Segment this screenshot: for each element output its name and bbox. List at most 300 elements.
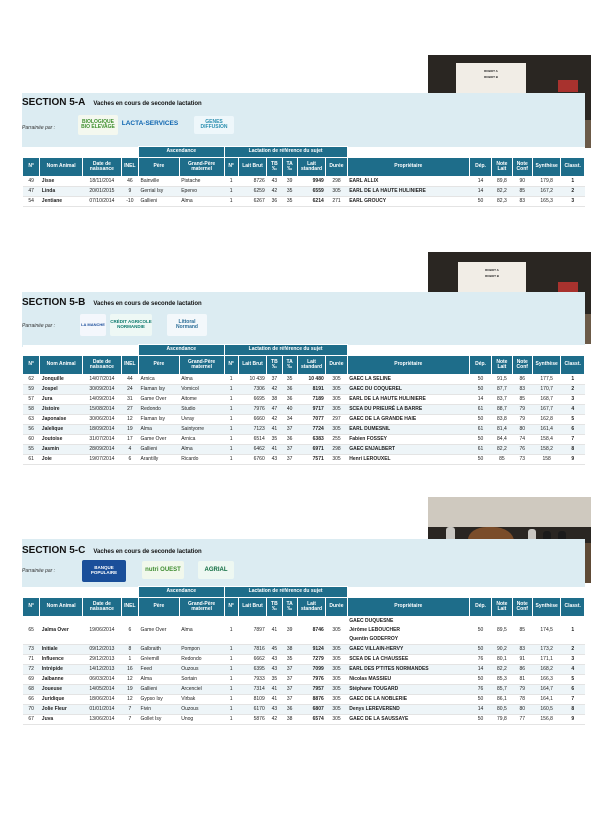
cell-synthese: 162,8 [532,415,561,425]
cell-lait-n: 1 [224,665,238,675]
cell-duree: 305 [326,685,347,695]
cell-note-conf: 85 [512,395,532,405]
results-table: Ascendance Lactation de référence du sujet N° Nom Animal Date de naissance INEL Père Grand-Père maternel N° Lait Brut TB ‰ TA ‰ Lait standard Durée Propriétaire Dép. Note Lait Note Conf Synthèse Classt. 62 Jonquille 14/07/2014 44 Arnica Alma 1 10 439 37 35 10 480 305 GAEC LA SELINE 50 91,5 86 177,5 1 59 Jospel 30/09/2014 24 Flaman Isy Vomicol 1 7306 42 36 8191 305 GAEC DU COQUEREL 50 87,7 83 170,7 2 57 Jura 14/09/2014 31 Game Over Aitome 1 6695 38 36 7189 305 EARL DE LA HAUTE HULINIERE 14 83,7 85 168,7 3 58 Jistoire 15/08/2014 27 Redondo Studio 1 7976 47 40 9717 305 SCEA DU PRIEURÉ LA BARRE 61 88,7 79 167,7 4 63 Japonaise 30/06/2014 12 Flaman Isy Uvray 1 6660 42 34 7077 297 GAEC DE LA GRANDE HAIE 50 83,8 79 162,8 5 56 Jalelique 18/09/2014 19 Alma Saintyorre 1 7123 41 37 7724 305 EARL DUMESNIL 61 81,4 80 161,4 6 60 Joutoise 31/07/2014 17 Game Over Arnica 1 6514 35 36 6383 255 Fabien FOSSEY 50 84,4 74 158,4 7 55 Jasmin 28/09/2014 4 Gallieni Alma 1 6462 41 37 6971 298 GAEC ENJALBERT 61 82,2 76 158,2 8 61 Joie 19/07/2014 6 Arantilly Ricardo 1 6760 43 37 7571 305 Henri LEROUXEL 50 85 73 158 9 [22,344,585,465]
cell-lait-n: 1 [224,405,238,415]
cell-inel: 1 [121,655,138,665]
cell-n: 49 [23,177,40,187]
cell-note-conf: 90 [512,177,532,187]
cell-nom: Jura [40,395,83,405]
cell-lait-n: 1 [224,425,238,435]
cell-note-conf: 85 [512,617,532,645]
cell-tb: 41 [267,695,282,705]
cell-date: 18/09/2014 [83,425,122,435]
cell-date: 31/07/2014 [83,435,122,445]
cell-synthese: 156,8 [532,715,561,725]
cell-proprietaire: EARL ALLIX [347,177,469,187]
cell-proprietaire: EARL DES P'TITES NORMANDES [347,665,469,675]
cell-dep: 50 [469,435,491,445]
cell-synthese: 170,7 [532,385,561,395]
cell-date: 19/06/2014 [83,617,122,645]
cell-nom: Jalelique [40,425,83,435]
table-row [23,177,585,187]
cell-classt: 2 [561,645,585,655]
cell-duree: 305 [326,617,347,645]
cell-classt: 7 [561,695,585,705]
ring-photo-a: ROBOT A ROBOT B [428,55,591,148]
cell-lait-brut: 7314 [238,685,267,695]
cell-nom: Jistoire [40,405,83,415]
cell-note-lait: 91,5 [492,375,512,385]
cell-inel: 6 [121,455,138,465]
cell-classt: 7 [561,435,585,445]
cell-note-lait: 82,2 [492,665,512,675]
results-table: Ascendance Lactation de référence du sujet N° Nom Animal Date de naissance INEL Père Grand-Père maternel N° Lait Brut TB ‰ TA ‰ Lait standard Durée Propriétaire Dép. Note Lait Note Conf Synthèse Classt. 65 Jalma Over 19/06/2014 6 Game Over Alma 1 7897 41 39 8746 305 GAEC DUQUESNE Jérôme LEBOUCHER Quentin GODEFROY 50 89,5 85 174,5 1 73 Initiale 09/12/2013 8 Galbraith Pompon 1 7816 45 38 9124 305 GAEC VILLAIN-HERVY 50 90,2 83 173,2 2 71 Influence 29/12/2013 1 Gréemill Redondo 1 6662 43 35 7279 305 SCEA DE LA CHAUSSEE 76 80,1 91 171,1 3 72 Intrépide 14/12/2013 16 Feed Ouzous 1 6395 43 37 7099 305 EARL DES P'TITES NORMANDES 14 82,2 86 168,2 4 69 Jalbanne 06/03/2014 12 Alma Sortain 1 7933 35 37 7976 305 Nicolas MASSIEU 50 85,3 81 166,3 5 68 Joueuse 14/05/2014 19 Gallieni Arcenciel 1 7314 41 37 7957 305 Stéphane TOUGARD 76 85,7 79 164,7 6 66 Juridique 18/06/2014 12 Gypso Isy Virbak 1 8109 41 37 8876 305 GAEC DE LA NOBLERIE 50 86,1 78 164,1 7 70 Jolie Fleur 01/01/2014 7 Fivin Ouzous 1 6170 43 36 6807 305 Denys LEREVEREND 14 80,5 80 160,5 8 67 Juva 13/06/2014 7 Gollet Isy Unog 1 5876 42 38 6574 305 GAEC DE LA SAUSSAYE 50 79,8 77 156,8 9 [22,586,585,725]
cell-nom: Jonquille [40,375,83,385]
cell-lait-brut: 6462 [238,445,267,455]
cell-lait-n: 1 [224,197,238,207]
cell-gpm: Ricardo [179,455,224,465]
cell-gpm: Alma [179,445,224,455]
cell-classt: 1 [561,375,585,385]
cell-note-conf: 80 [512,705,532,715]
cell-note-lait: 79,8 [492,715,512,725]
cell-note-conf: 79 [512,415,532,425]
cell-proprietaire: EARL DE LA HAUTE HULINIERE [347,187,469,197]
cell-proprietaire: Henri LEROUXEL [347,455,469,465]
cell-duree: 305 [326,645,347,655]
cell-pere: Redondo [139,405,180,415]
cell-duree: 298 [326,445,347,455]
cell-tb: 42 [267,187,282,197]
cell-note-lait: 80,5 [492,705,512,715]
cell-n: 63 [23,415,40,425]
cell-lait-n: 1 [224,177,238,187]
cell-note-conf: 81 [512,675,532,685]
cell-note-conf: 83 [512,645,532,655]
cell-lait-std: 9949 [297,177,326,187]
cell-note-conf: 91 [512,655,532,665]
cell-gpm: Virbak [179,695,224,705]
sponsor-logo: CRÉDIT AGRICOLE NORMANDIE [110,314,152,336]
cell-tp: 34 [282,415,297,425]
cell-lait-std: 7189 [297,395,326,405]
cell-n: 59 [23,385,40,395]
cell-duree: 298 [326,177,347,187]
cell-lait-brut: 6660 [238,415,267,425]
cell-classt: 5 [561,675,585,685]
cell-note-conf: 85 [512,187,532,197]
cell-tb: 36 [267,197,282,207]
cell-proprietaire: GAEC DUQUESNE Jérôme LEBOUCHER Quentin GODEFROY [347,617,469,645]
cell-tp: 37 [282,695,297,705]
cell-lait-n: 1 [224,715,238,725]
cell-pere: Bainville [139,177,180,187]
cell-proprietaire: GAEC ENJALBERT [347,445,469,455]
cell-note-lait: 81,4 [492,425,512,435]
cell-duree: 305 [326,405,347,415]
cell-classt: 8 [561,445,585,455]
cell-duree: 305 [326,395,347,405]
cell-inel: 24 [121,385,138,395]
sponsor-logo: AGRIAL [198,561,234,579]
cell-n: 71 [23,655,40,665]
cell-date: 15/08/2014 [83,405,122,415]
cell-tb: 35 [267,675,282,685]
cell-tp: 40 [282,405,297,415]
cell-inel: 7 [121,705,138,715]
table-row [23,395,585,405]
cell-lait-n: 1 [224,375,238,385]
cell-nom: Joie [40,455,83,465]
cell-inel: 46 [121,177,138,187]
cell-lait-brut: 7123 [238,425,267,435]
cell-lait-n: 1 [224,445,238,455]
cell-note-lait: 85,7 [492,685,512,695]
cell-dep: 50 [469,415,491,425]
cell-synthese: 168,2 [532,665,561,675]
cell-synthese: 158,4 [532,435,561,445]
cell-tb: 35 [267,435,282,445]
cell-lait-brut: 6695 [238,395,267,405]
section-5b [22,252,585,472]
cell-lait-n: 1 [224,455,238,465]
cell-tb: 43 [267,665,282,675]
cell-synthese: 165,3 [532,197,561,207]
cell-gpm: Alma [179,197,224,207]
table-row [23,425,585,435]
cell-dep: 50 [469,455,491,465]
cell-note-lait: 82,3 [492,197,512,207]
cell-lait-brut: 6760 [238,455,267,465]
cell-proprietaire: GAEC DE LA NOBLERIE [347,695,469,705]
cell-inel: 6 [121,617,138,645]
cell-pere: Game Over [139,617,180,645]
cell-n: 65 [23,617,40,645]
cell-date: 01/01/2014 [83,705,122,715]
cell-pere: Game Over [139,435,180,445]
cell-note-conf: 79 [512,405,532,415]
cell-lait-n: 1 [224,617,238,645]
cell-dep: 50 [469,645,491,655]
cell-duree: 305 [326,655,347,665]
table-row [23,415,585,425]
cell-lait-brut: 7897 [238,617,267,645]
table-row [23,187,585,197]
cell-lait-n: 1 [224,415,238,425]
cell-inel: 19 [121,685,138,695]
cell-duree: 305 [326,385,347,395]
cell-pere: Feed [139,665,180,675]
cell-lait-std: 10 480 [297,375,326,385]
cell-proprietaire: SCEA DU PRIEURÉ LA BARRE [347,405,469,415]
cell-date: 18/11/2014 [83,177,122,187]
cell-lait-brut: 7816 [238,645,267,655]
cell-date: 19/07/2014 [83,455,122,465]
cell-nom: Influence [40,655,83,665]
cell-pere: Gréemill [139,655,180,665]
cell-synthese: 166,3 [532,675,561,685]
cell-n: 72 [23,665,40,675]
cell-synthese: 171,1 [532,655,561,665]
cell-nom: Jalma Over [40,617,83,645]
cell-classt: 4 [561,405,585,415]
cell-note-lait: 89,5 [492,617,512,645]
cell-dep: 50 [469,715,491,725]
cell-note-conf: 86 [512,375,532,385]
cell-inel: 27 [121,405,138,415]
cell-dep: 50 [469,385,491,395]
cell-gpm: Epervo [179,187,224,197]
cell-pere: Arantilly [139,455,180,465]
table-row [23,375,585,385]
cell-proprietaire: Nicolas MASSIEU [347,675,469,685]
cell-synthese: 167,2 [532,187,561,197]
table-row [23,695,585,705]
cell-lait-brut: 7933 [238,675,267,685]
cell-nom: Jentiane [40,197,83,207]
cell-lait-brut: 10 439 [238,375,267,385]
cell-pere: Alma [139,675,180,685]
cell-tb: 41 [267,425,282,435]
cell-dep: 14 [469,187,491,197]
cell-dep: 50 [469,375,491,385]
cell-gpm: Unog [179,715,224,725]
cell-note-lait: 85,3 [492,675,512,685]
cell-n: 73 [23,645,40,655]
cell-pere: Flaman Isy [139,415,180,425]
cell-dep: 50 [469,695,491,705]
cell-date: 14/05/2014 [83,685,122,695]
cell-gpm: Alma [179,617,224,645]
cell-dep: 50 [469,197,491,207]
cell-proprietaire: Fabien FOSSEY [347,435,469,445]
cell-dep: 14 [469,177,491,187]
cell-classt: 8 [561,705,585,715]
sponsor-logo: LACTA-SERVICES [121,120,179,128]
cell-n: 54 [23,197,40,207]
cell-tb: 45 [267,645,282,655]
cell-synthese: 158 [532,455,561,465]
cell-note-conf: 73 [512,455,532,465]
cell-dep: 50 [469,617,491,645]
cell-pere: Gallieni [139,197,180,207]
cell-gpm: Studio [179,405,224,415]
cell-nom: Jolie Fleur [40,705,83,715]
cell-date: 09/12/2013 [83,645,122,655]
cell-n: 70 [23,705,40,715]
cell-lait-n: 1 [224,675,238,685]
cell-nom: Linda [40,187,83,197]
table-row [23,405,585,415]
cell-synthese: 160,5 [532,705,561,715]
cell-lait-n: 1 [224,395,238,405]
sponsor-logo: GENES DIFFUSION [194,116,234,134]
cell-tb: 43 [267,455,282,465]
results-table: Ascendance Lactation de référence du sujet N° Nom Animal Date de naissance INEL Père Grand-Père maternel N° Lait Brut TB ‰ TA ‰ Lait standard Durée Propriétaire Dép. Note Lait Note Conf Synthèse Classt. 49 Jisse 18/11/2014 46 Bainville Pistache 1 8726 43 39 9949 298 EARL ALLIX 14 89,8 90 179,8 1 47 Linda 20/01/2015 9 Gerrial Isy Epervo 1 6259 42 35 6559 305 EARL DE LA HAUTE HULINIERE 14 82,2 85 167,2 2 54 Jentiane 07/10/2014 -10 Gallieni Alma 1 6267 36 35 6214 271 EARL GROUCY 50 82,3 83 165,3 3 [22,146,585,207]
cell-synthese: 179,8 [532,177,561,187]
cell-dep: 61 [469,445,491,455]
cell-gpm: Sortain [179,675,224,685]
cell-nom: Intrépide [40,665,83,675]
section-title: SECTION 5-C Vaches en cours de seconde lactation [22,545,202,556]
cell-nom: Jasmin [40,445,83,455]
ring-photo-b: ROBOT A ROBOT B [428,252,591,344]
cell-gpm: Arnica [179,435,224,445]
cell-classt: 2 [561,187,585,197]
cell-dep: 61 [469,425,491,435]
cell-pere: Gypso Isy [139,695,180,705]
cell-lait-n: 1 [224,187,238,197]
cell-inel: 8 [121,645,138,655]
cell-lait-std: 7976 [297,675,326,685]
cell-synthese: 164,7 [532,685,561,695]
table-row [23,665,585,675]
cell-date: 28/09/2014 [83,445,122,455]
cell-note-conf: 74 [512,435,532,445]
cell-lait-n: 1 [224,435,238,445]
cell-classt: 9 [561,715,585,725]
cell-tp: 36 [282,385,297,395]
cell-inel: 16 [121,665,138,675]
cell-tb: 47 [267,405,282,415]
cell-inel: 31 [121,395,138,405]
cell-inel: 17 [121,435,138,445]
cell-pere: Gerrial Isy [139,187,180,197]
cell-lait-std: 8876 [297,695,326,705]
cell-pere: Gallieni [139,685,180,695]
cell-inel: 12 [121,695,138,705]
cell-n: 62 [23,375,40,385]
cell-tb: 42 [267,415,282,425]
cell-tb: 43 [267,177,282,187]
cell-classt: 6 [561,685,585,695]
cell-tb: 41 [267,617,282,645]
cell-gpm: Arcenciel [179,685,224,695]
cell-duree: 271 [326,197,347,207]
cell-tp: 37 [282,445,297,455]
cell-n: 56 [23,425,40,435]
cell-lait-std: 7099 [297,665,326,675]
cell-lait-brut: 6514 [238,435,267,445]
cell-lait-n: 1 [224,695,238,705]
cell-tb: 43 [267,655,282,665]
cell-lait-std: 7957 [297,685,326,695]
cell-duree: 305 [326,715,347,725]
cell-lait-std: 6574 [297,715,326,725]
cell-synthese: 161,4 [532,425,561,435]
cell-tb: 37 [267,375,282,385]
cell-gpm: Aitome [179,395,224,405]
table-row [23,455,585,465]
cell-n: 61 [23,455,40,465]
cell-date: 20/01/2015 [83,187,122,197]
table-row [23,655,585,665]
cell-note-lait: 84,4 [492,435,512,445]
cell-tb: 38 [267,395,282,405]
cell-duree: 305 [326,705,347,715]
cell-gpm: Uvray [179,415,224,425]
cell-note-conf: 78 [512,695,532,705]
cell-gpm: Ouzous [179,665,224,675]
cell-synthese: 168,7 [532,395,561,405]
cell-inel: 44 [121,375,138,385]
cell-inel: 9 [121,187,138,197]
sponsor-label: Parrainée par : [22,568,56,574]
cell-n: 55 [23,445,40,455]
cell-n: 58 [23,405,40,415]
table-row [23,685,585,695]
cell-gpm: Pistache [179,177,224,187]
cell-dep: 14 [469,395,491,405]
cell-note-conf: 86 [512,665,532,675]
section-5a [22,55,585,215]
cell-note-lait: 87,7 [492,385,512,395]
cell-lait-std: 7279 [297,655,326,665]
cell-tp: 37 [282,675,297,685]
cell-classt: 3 [561,395,585,405]
cell-proprietaire: GAEC VILLAIN-HERVY [347,645,469,655]
cell-nom: Juridique [40,695,83,705]
cell-lait-brut: 6170 [238,705,267,715]
cell-lait-brut: 6267 [238,197,267,207]
cell-lait-std: 6807 [297,705,326,715]
cell-n: 66 [23,695,40,705]
cell-classt: 1 [561,177,585,187]
cell-note-lait: 86,1 [492,695,512,705]
cell-dep: 76 [469,685,491,695]
cell-lait-std: 8746 [297,617,326,645]
cell-nom: Japonaise [40,415,83,425]
cell-date: 30/09/2014 [83,385,122,395]
cell-nom: Joueuse [40,685,83,695]
cell-lait-brut: 6259 [238,187,267,197]
cell-tp: 37 [282,425,297,435]
cell-proprietaire: GAEC LA SELINE [347,375,469,385]
cell-pere: Game Over [139,395,180,405]
cell-lait-n: 1 [224,685,238,695]
cell-duree: 305 [326,187,347,197]
cell-tp: 39 [282,177,297,187]
cell-inel: 19 [121,425,138,435]
cell-synthese: 174,5 [532,617,561,645]
cell-nom: Jospel [40,385,83,395]
cell-classt: 1 [561,617,585,645]
cell-tp: 38 [282,715,297,725]
cell-nom: Initiale [40,645,83,655]
cell-classt: 4 [561,665,585,675]
cell-synthese: 167,7 [532,405,561,415]
cell-tp: 36 [282,705,297,715]
cell-pere: Arnica [139,375,180,385]
cell-note-lait: 83,8 [492,415,512,425]
cell-pere: Gallieni [139,445,180,455]
cell-tp: 36 [282,395,297,405]
cell-lait-brut: 8726 [238,177,267,187]
cell-proprietaire: Stéphane TOUGARD [347,685,469,695]
cell-lait-std: 6214 [297,197,326,207]
cell-tb: 43 [267,705,282,715]
cell-proprietaire: GAEC DE LA GRANDE HAIE [347,415,469,425]
cell-inel: 12 [121,675,138,685]
cell-duree: 305 [326,695,347,705]
cell-lait-n: 1 [224,645,238,655]
cell-dep: 61 [469,405,491,415]
sponsor-logo: BANQUE POPULAIRE [82,560,126,582]
cell-dep: 76 [469,655,491,665]
cell-proprietaire: EARL GROUCY [347,197,469,207]
cell-tp: 36 [282,435,297,445]
cell-note-lait: 82,2 [492,187,512,197]
